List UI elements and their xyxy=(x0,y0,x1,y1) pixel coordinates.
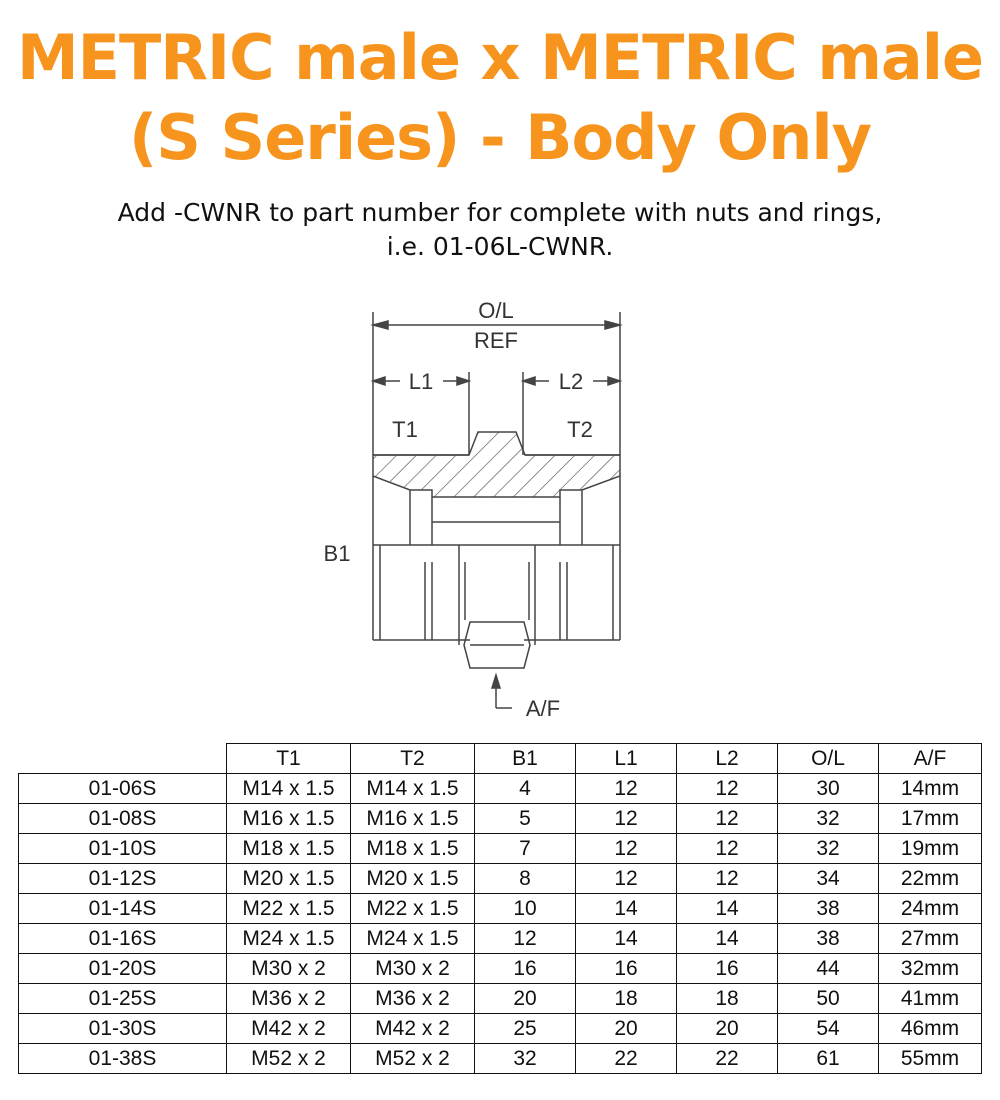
l1-cell: 14 xyxy=(576,924,677,954)
column-header-b1: B1 xyxy=(475,744,576,774)
t1-cell: M18 x 1.5 xyxy=(227,834,351,864)
t1-cell: M22 x 1.5 xyxy=(227,894,351,924)
column-header-t2: T2 xyxy=(351,744,475,774)
table-row xyxy=(19,954,982,984)
l1-label: L1 xyxy=(408,369,434,394)
t1-cell: M52 x 2 xyxy=(227,1044,351,1074)
part-number-cell: 01-14S xyxy=(19,894,227,924)
t1-cell: M36 x 2 xyxy=(227,984,351,1014)
l2-cell: 14 xyxy=(677,894,778,924)
ol-cell: 61 xyxy=(778,1044,879,1074)
l2-cell: 18 xyxy=(677,984,778,1014)
af-label: A/F xyxy=(525,696,561,721)
l1-cell: 14 xyxy=(576,894,677,924)
table-row xyxy=(19,894,982,924)
part-number-cell: 01-06S xyxy=(19,774,227,804)
t2-cell: M20 x 1.5 xyxy=(351,864,475,894)
b1-cell: 8 xyxy=(475,864,576,894)
t2-cell: M42 x 2 xyxy=(351,1014,475,1044)
table-row xyxy=(19,984,982,1014)
b1-cell: 25 xyxy=(475,1014,576,1044)
t2-label: T2 xyxy=(567,417,593,442)
l1-cell: 12 xyxy=(576,834,677,864)
t2-cell: M36 x 2 xyxy=(351,984,475,1014)
part-number-cell: 01-38S xyxy=(19,1044,227,1074)
l2-label: L2 xyxy=(558,369,584,394)
t2-cell: M22 x 1.5 xyxy=(351,894,475,924)
ol-cell: 30 xyxy=(778,774,879,804)
l2-cell: 20 xyxy=(677,1014,778,1044)
part-number-cell: 01-30S xyxy=(19,1014,227,1044)
ol-cell: 50 xyxy=(778,984,879,1014)
cwnr-note-line-2: i.e. 01-06L-CWNR. xyxy=(386,232,614,261)
table-row xyxy=(19,924,982,954)
ol-cell: 44 xyxy=(778,954,879,984)
af-cell: 22mm xyxy=(879,864,982,894)
table-header-row xyxy=(19,744,982,774)
af-cell: 55mm xyxy=(879,1044,982,1074)
cwnr-note-line-1: Add -CWNR to part number for complete with nuts and rings, xyxy=(117,198,883,227)
page-title-line-2: (S Series) - Body Only xyxy=(128,101,872,174)
t2-cell: M14 x 1.5 xyxy=(351,774,475,804)
table-body xyxy=(19,774,982,1074)
part-number-cell: 01-08S xyxy=(19,804,227,834)
column-header-l1: L1 xyxy=(576,744,677,774)
l2-cell: 12 xyxy=(677,774,778,804)
b1-cell: 10 xyxy=(475,894,576,924)
t1-cell: M42 x 2 xyxy=(227,1014,351,1044)
b1-cell: 5 xyxy=(475,804,576,834)
column-header-t1: T1 xyxy=(227,744,351,774)
b1-cell: 4 xyxy=(475,774,576,804)
table-row xyxy=(19,1014,982,1044)
af-cell: 27mm xyxy=(879,924,982,954)
ol-label: O/L xyxy=(478,298,514,323)
l2-cell: 12 xyxy=(677,834,778,864)
t1-cell: M24 x 1.5 xyxy=(227,924,351,954)
part-number-cell: 01-20S xyxy=(19,954,227,984)
page-title xyxy=(0,18,1000,178)
b1-cell: 12 xyxy=(475,924,576,954)
l1-cell: 12 xyxy=(576,864,677,894)
column-header-l2: L2 xyxy=(677,744,778,774)
l2-cell: 16 xyxy=(677,954,778,984)
t1-label: T1 xyxy=(392,417,418,442)
l1-cell: 18 xyxy=(576,984,677,1014)
ol-cell: 34 xyxy=(778,864,879,894)
af-cell: 19mm xyxy=(879,834,982,864)
table-row xyxy=(19,864,982,894)
part-number-cell: 01-12S xyxy=(19,864,227,894)
l1-cell: 16 xyxy=(576,954,677,984)
l1-cell: 22 xyxy=(576,1044,677,1074)
t2-cell: M18 x 1.5 xyxy=(351,834,475,864)
ol-cell: 32 xyxy=(778,804,879,834)
b1-cell: 32 xyxy=(475,1044,576,1074)
part-number-cell: 01-25S xyxy=(19,984,227,1014)
b1-cell: 20 xyxy=(475,984,576,1014)
t2-cell: M52 x 2 xyxy=(351,1044,475,1074)
b1-cell: 16 xyxy=(475,954,576,984)
dimensions-table xyxy=(18,743,982,1074)
table-row xyxy=(19,774,982,804)
column-header-ol: O/L xyxy=(778,744,879,774)
b1-cell: 7 xyxy=(475,834,576,864)
t1-cell: M20 x 1.5 xyxy=(227,864,351,894)
ol-cell: 38 xyxy=(778,894,879,924)
t2-cell: M16 x 1.5 xyxy=(351,804,475,834)
l2-cell: 22 xyxy=(677,1044,778,1074)
ol-cell: 38 xyxy=(778,924,879,954)
l2-cell: 12 xyxy=(677,864,778,894)
column-header-af: A/F xyxy=(879,744,982,774)
ol-cell: 54 xyxy=(778,1014,879,1044)
af-cell: 46mm xyxy=(879,1014,982,1044)
af-cell: 41mm xyxy=(879,984,982,1014)
page-title-line-1: METRIC male x METRIC male xyxy=(16,21,984,94)
header-blank-cell xyxy=(19,744,227,774)
fitting-diagram xyxy=(300,292,660,724)
l2-cell: 14 xyxy=(677,924,778,954)
t2-cell: M24 x 1.5 xyxy=(351,924,475,954)
l2-cell: 12 xyxy=(677,804,778,834)
table-row xyxy=(19,1044,982,1074)
l1-cell: 12 xyxy=(576,774,677,804)
af-cell: 17mm xyxy=(879,804,982,834)
table-row xyxy=(19,834,982,864)
af-cell: 24mm xyxy=(879,894,982,924)
l1-cell: 12 xyxy=(576,804,677,834)
t1-cell: M30 x 2 xyxy=(227,954,351,984)
cwnr-note xyxy=(0,196,1000,264)
t1-cell: M16 x 1.5 xyxy=(227,804,351,834)
b1-label: B1 xyxy=(323,541,351,566)
ol-cell: 32 xyxy=(778,834,879,864)
l1-cell: 20 xyxy=(576,1014,677,1044)
part-number-cell: 01-10S xyxy=(19,834,227,864)
af-cell: 14mm xyxy=(879,774,982,804)
ref-label: REF xyxy=(474,328,518,353)
t1-cell: M14 x 1.5 xyxy=(227,774,351,804)
t2-cell: M30 x 2 xyxy=(351,954,475,984)
part-number-cell: 01-16S xyxy=(19,924,227,954)
af-cell: 32mm xyxy=(879,954,982,984)
table-row xyxy=(19,804,982,834)
